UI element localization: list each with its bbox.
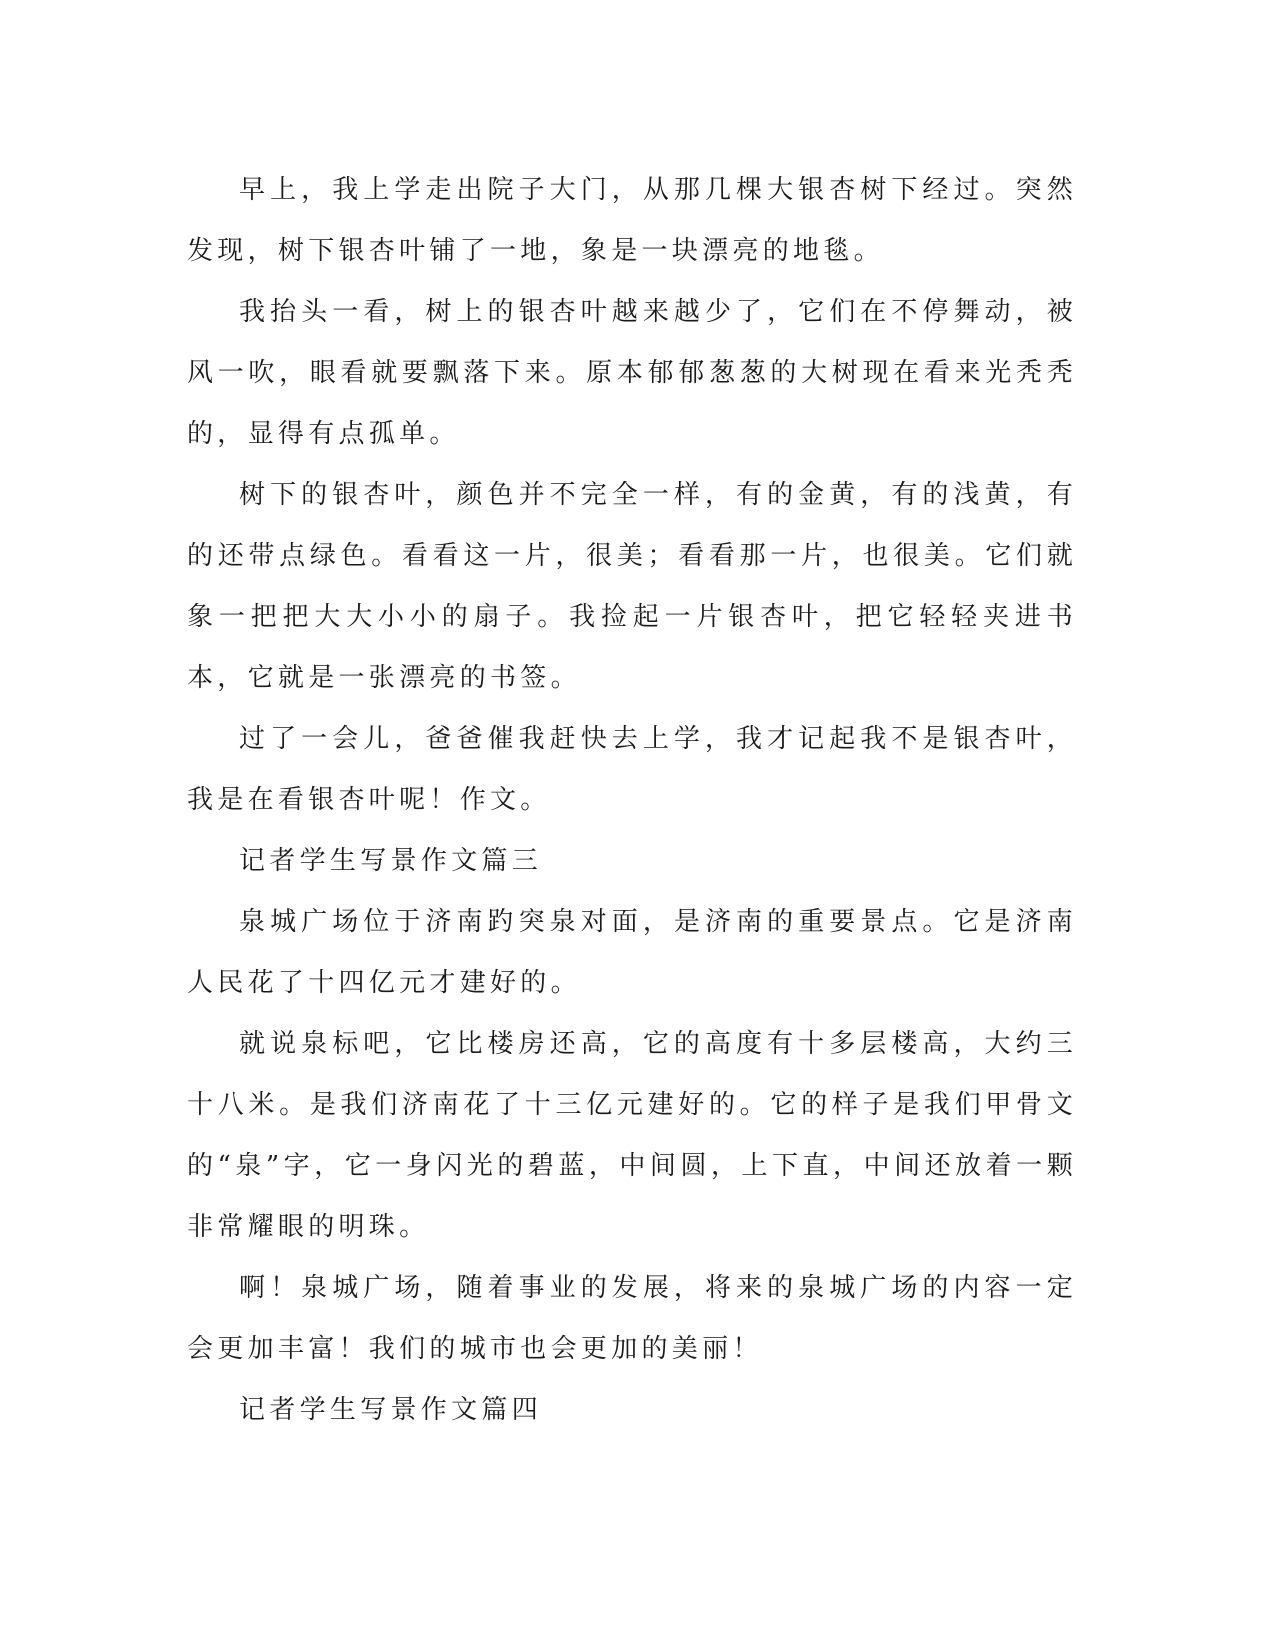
paragraph-ginkgo-school: 过了一会儿，爸爸催我赶快去上学，我才记起我不是银杏叶，我是在看银杏叶呢！作文。 <box>187 724 1077 815</box>
paragraph-ginkgo-leaves: 树下的银杏叶，颜色并不完全一样，有的金黄，有的浅黄，有的还带点绿色。看看这一片，很美；看看那一片，也很美。它们就象一把把大大小小的扇子。我捡起一片银杏叶，把它轻轻夹进书本，它就是一张漂亮的书签。 <box>187 480 1077 693</box>
paragraph-square-future: 啊！泉城广场，随着事业的发展，将来的泉城广场的内容一定会更加丰富！我们的城市也会更加的美丽！ <box>187 1273 1077 1364</box>
document-body <box>187 160 1077 1441</box>
section-heading-4: 记者学生写景作文篇四 <box>239 1395 543 1425</box>
paragraph-ginkgo-tree: 我抬头一看，树上的银杏叶越来越少了，它们在不停舞动，被风一吹，眼看就要飘落下来。原本郁郁葱葱的大树现在看来光秃秃的，显得有点孤单。 <box>187 297 1077 449</box>
paragraph-ginkgo-morning: 早上，我上学走出院子大门，从那几棵大银杏树下经过。突然发现，树下银杏叶铺了一地，象是一块漂亮的地毯。 <box>187 175 1077 266</box>
paragraph-square-location: 泉城广场位于济南趵突泉对面，是济南的重要景点。它是济南人民花了十四亿元才建好的。 <box>187 907 1077 998</box>
section-heading-3: 记者学生写景作文篇三 <box>239 846 543 876</box>
paragraph-spring-monument: 就说泉标吧，它比楼房还高，它的高度有十多层楼高，大约三十八米。是我们济南花了十三亿元建好的。它的样子是我们甲骨文的“泉”字，它一身闪光的碧蓝，中间圆，上下直，中间还放着一颗非常耀眼的明珠。 <box>187 1029 1077 1242</box>
